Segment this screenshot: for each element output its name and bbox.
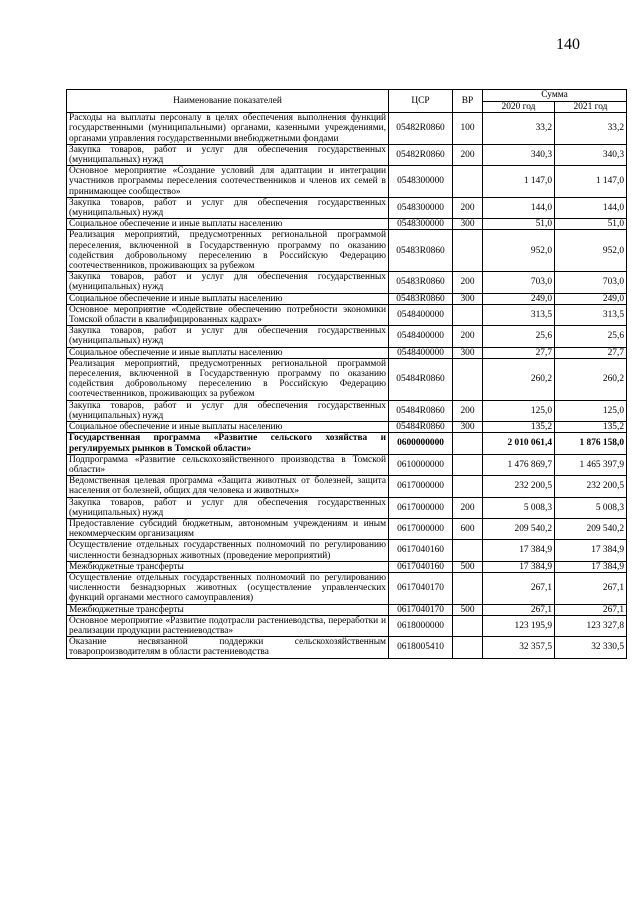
cell-2020: 2 010 061,4 xyxy=(483,433,555,454)
cell-vr xyxy=(453,637,483,658)
cell-name: Социальное обеспечение и иные выплаты населению xyxy=(67,219,389,230)
cell-name: Основное мероприятие «Создание условий для адаптации и интеграции участников программы переселения соотечественников и членов их семей в принимающее сообщество» xyxy=(67,166,389,198)
table-body xyxy=(67,113,627,658)
cell-2020: 249,0 xyxy=(483,293,555,304)
cell-2020: 340,3 xyxy=(483,144,555,165)
table-row xyxy=(67,637,627,658)
table-row xyxy=(67,358,627,400)
cell-vr: 200 xyxy=(453,497,483,518)
cell-2021: 25,6 xyxy=(555,326,627,347)
table-row xyxy=(67,113,627,145)
cell-vr: 300 xyxy=(453,293,483,304)
table-row xyxy=(67,497,627,518)
cell-name: Межбюджетные трансферты xyxy=(67,604,389,615)
table-row xyxy=(67,433,627,454)
cell-csr: 05482R0860 xyxy=(389,113,453,145)
table-row xyxy=(67,561,627,572)
cell-2021: 33,2 xyxy=(555,113,627,145)
header-year-2021: 2021 год xyxy=(555,102,627,113)
cell-vr: 200 xyxy=(453,400,483,421)
table-row xyxy=(67,197,627,218)
cell-2021: 32 330,5 xyxy=(555,637,627,658)
table-row xyxy=(67,518,627,539)
cell-csr: 0618005410 xyxy=(389,637,453,658)
cell-vr: 300 xyxy=(453,422,483,433)
cell-2021: 125,0 xyxy=(555,400,627,421)
table-row xyxy=(67,615,627,636)
cell-vr: 500 xyxy=(453,604,483,615)
table-row xyxy=(67,272,627,293)
cell-2020: 125,0 xyxy=(483,400,555,421)
cell-2021: 209 540,2 xyxy=(555,518,627,539)
cell-csr: 0548300000 xyxy=(389,166,453,198)
header-sum: Сумма xyxy=(483,90,627,102)
cell-csr: 05482R0860 xyxy=(389,144,453,165)
cell-2020: 32 357,5 xyxy=(483,637,555,658)
cell-name: Осуществление отдельных государственных полномочий по регулированию численности безнадзорных животных (проведение мероприятий) xyxy=(67,540,389,561)
cell-csr: 05484R0860 xyxy=(389,358,453,400)
cell-name: Реализация мероприятий, предусмотренных региональной программой переселения, включенной в Государственную программу по оказанию содействия добровольному переселению в Российскую Федерацию соотечественников, проживающих за рубежом xyxy=(67,230,389,272)
cell-csr: 0617000000 xyxy=(389,476,453,497)
cell-csr: 05484R0860 xyxy=(389,400,453,421)
cell-2020: 952,0 xyxy=(483,230,555,272)
header-name: Наименование показателей xyxy=(67,90,389,113)
cell-name: Ведомственная целевая программа «Защита животных от болезней, защита населения от болезней, общих для человека и животных» xyxy=(67,476,389,497)
cell-vr: 200 xyxy=(453,272,483,293)
cell-csr: 0548400000 xyxy=(389,326,453,347)
budget-table xyxy=(66,89,627,659)
cell-2021: 135,2 xyxy=(555,422,627,433)
cell-vr: 500 xyxy=(453,561,483,572)
cell-name: Закупка товаров, работ и услуг для обеспечения государственных (муниципальных) нужд xyxy=(67,497,389,518)
cell-csr: 0617040160 xyxy=(389,561,453,572)
cell-2020: 27,7 xyxy=(483,347,555,358)
cell-2021: 249,0 xyxy=(555,293,627,304)
cell-csr: 0617000000 xyxy=(389,497,453,518)
cell-csr: 0548400000 xyxy=(389,347,453,358)
cell-name: Предоставление субсидий бюджетным, автономным учреждениям и иным некоммерческим организациям xyxy=(67,518,389,539)
cell-2020: 1 476 869,7 xyxy=(483,454,555,475)
table-row xyxy=(67,326,627,347)
cell-name: Закупка товаров, работ и услуг для обеспечения государственных (муниципальных) нужд xyxy=(67,144,389,165)
cell-csr: 05483R0860 xyxy=(389,230,453,272)
cell-name: Закупка товаров, работ и услуг для обеспечения государственных (муниципальных) нужд xyxy=(67,197,389,218)
table-row xyxy=(67,400,627,421)
cell-vr xyxy=(453,540,483,561)
cell-csr: 0617040170 xyxy=(389,604,453,615)
cell-2020: 17 384,9 xyxy=(483,540,555,561)
cell-vr: 300 xyxy=(453,219,483,230)
table-row xyxy=(67,604,627,615)
cell-name: Осуществление отдельных государственных полномочий по регулированию численности безнадзорных животных (осуществление управленческих функций органами местного самоуправления) xyxy=(67,572,389,604)
cell-name: Расходы на выплаты персоналу в целях обеспечения выполнения функций государственными (муниципальными) органами, казенными учреждениями, органами управления государственными внебюджетными фондами xyxy=(67,113,389,145)
table-row xyxy=(67,144,627,165)
table-row xyxy=(67,304,627,325)
cell-2020: 313,5 xyxy=(483,304,555,325)
cell-vr xyxy=(453,166,483,198)
cell-csr: 0548400000 xyxy=(389,304,453,325)
cell-name: Социальное обеспечение и иные выплаты населению xyxy=(67,422,389,433)
cell-vr: 200 xyxy=(453,197,483,218)
cell-2021: 260,2 xyxy=(555,358,627,400)
cell-csr: 05484R0860 xyxy=(389,422,453,433)
cell-2021: 340,3 xyxy=(555,144,627,165)
cell-2020: 232 200,5 xyxy=(483,476,555,497)
cell-2020: 5 008,3 xyxy=(483,497,555,518)
cell-2020: 51,0 xyxy=(483,219,555,230)
cell-vr xyxy=(453,572,483,604)
cell-vr xyxy=(453,476,483,497)
cell-vr xyxy=(453,454,483,475)
cell-csr: 05483R0860 xyxy=(389,272,453,293)
table-row xyxy=(67,219,627,230)
cell-name: Закупка товаров, работ и услуг для обеспечения государственных (муниципальных) нужд xyxy=(67,272,389,293)
table-row xyxy=(67,422,627,433)
cell-csr: 0600000000 xyxy=(389,433,453,454)
cell-2020: 135,2 xyxy=(483,422,555,433)
cell-vr: 600 xyxy=(453,518,483,539)
cell-2021: 51,0 xyxy=(555,219,627,230)
table-row xyxy=(67,454,627,475)
cell-name: Реализация мероприятий, предусмотренных региональной программой переселения, включенной в Государственную программу по оказанию содействия добровольному переселению в Российскую Федерацию соотечественников, проживающих за рубежом xyxy=(67,358,389,400)
cell-vr: 300 xyxy=(453,347,483,358)
cell-name: Основное мероприятие «Содействие обеспечению потребности экономики Томской области в квалифицированных кадрах» xyxy=(67,304,389,325)
cell-2021: 1 876 158,0 xyxy=(555,433,627,454)
cell-vr xyxy=(453,304,483,325)
table-row xyxy=(67,347,627,358)
cell-2021: 144,0 xyxy=(555,197,627,218)
cell-vr: 200 xyxy=(453,326,483,347)
cell-2021: 17 384,9 xyxy=(555,540,627,561)
cell-2021: 5 008,3 xyxy=(555,497,627,518)
cell-2021: 1 465 397,9 xyxy=(555,454,627,475)
cell-name: Социальное обеспечение и иные выплаты населению xyxy=(67,347,389,358)
cell-2020: 17 384,9 xyxy=(483,561,555,572)
cell-2021: 27,7 xyxy=(555,347,627,358)
cell-vr: 200 xyxy=(453,144,483,165)
cell-name: Межбюджетные трансферты xyxy=(67,561,389,572)
cell-csr: 0617040170 xyxy=(389,572,453,604)
cell-2020: 209 540,2 xyxy=(483,518,555,539)
cell-2021: 267,1 xyxy=(555,604,627,615)
cell-name: Основное мероприятие «Развитие подотрасли растениеводства, переработки и реализации продукции растениеводства» xyxy=(67,615,389,636)
header-csr: ЦСР xyxy=(389,90,453,113)
cell-2020: 260,2 xyxy=(483,358,555,400)
cell-name: Оказание несвязанной поддержки сельскохозяйственным товаропроизводителям в области растениеводства xyxy=(67,637,389,658)
cell-csr: 0617000000 xyxy=(389,518,453,539)
page-number: 140 xyxy=(556,36,580,53)
cell-vr xyxy=(453,433,483,454)
header-vr: ВР xyxy=(453,90,483,113)
cell-2020: 703,0 xyxy=(483,272,555,293)
cell-2021: 313,5 xyxy=(555,304,627,325)
cell-2020: 25,6 xyxy=(483,326,555,347)
cell-vr xyxy=(453,230,483,272)
cell-2021: 1 147,0 xyxy=(555,166,627,198)
table-row xyxy=(67,476,627,497)
cell-csr: 05483R0860 xyxy=(389,293,453,304)
cell-csr: 0610000000 xyxy=(389,454,453,475)
table-row xyxy=(67,230,627,272)
header-year-2020: 2020 год xyxy=(483,102,555,113)
cell-name: Социальное обеспечение и иные выплаты населению xyxy=(67,293,389,304)
cell-2020: 267,1 xyxy=(483,604,555,615)
table-row xyxy=(67,540,627,561)
cell-2020: 1 147,0 xyxy=(483,166,555,198)
cell-csr: 0618000000 xyxy=(389,615,453,636)
cell-2020: 267,1 xyxy=(483,572,555,604)
cell-vr xyxy=(453,615,483,636)
cell-2021: 703,0 xyxy=(555,272,627,293)
cell-2021: 267,1 xyxy=(555,572,627,604)
cell-csr: 0548300000 xyxy=(389,197,453,218)
cell-name: Государственная программа «Развитие сельского хозяйства и регулируемых рынков в Томской области» xyxy=(67,433,389,454)
cell-2021: 952,0 xyxy=(555,230,627,272)
cell-csr: 0617040160 xyxy=(389,540,453,561)
cell-2020: 33,2 xyxy=(483,113,555,145)
cell-2021: 123 327,8 xyxy=(555,615,627,636)
cell-2020: 144,0 xyxy=(483,197,555,218)
cell-2020: 123 195,9 xyxy=(483,615,555,636)
cell-2021: 232 200,5 xyxy=(555,476,627,497)
cell-name: Закупка товаров, работ и услуг для обеспечения государственных (муниципальных) нужд xyxy=(67,326,389,347)
cell-csr: 0548300000 xyxy=(389,219,453,230)
cell-name: Подпрограмма «Развитие сельскохозяйственного производства в Томской области» xyxy=(67,454,389,475)
table-row xyxy=(67,293,627,304)
cell-vr: 100 xyxy=(453,113,483,145)
cell-name: Закупка товаров, работ и услуг для обеспечения государственных (муниципальных) нужд xyxy=(67,400,389,421)
table-row xyxy=(67,166,627,198)
cell-vr xyxy=(453,358,483,400)
table-row xyxy=(67,572,627,604)
cell-2021: 17 384,9 xyxy=(555,561,627,572)
